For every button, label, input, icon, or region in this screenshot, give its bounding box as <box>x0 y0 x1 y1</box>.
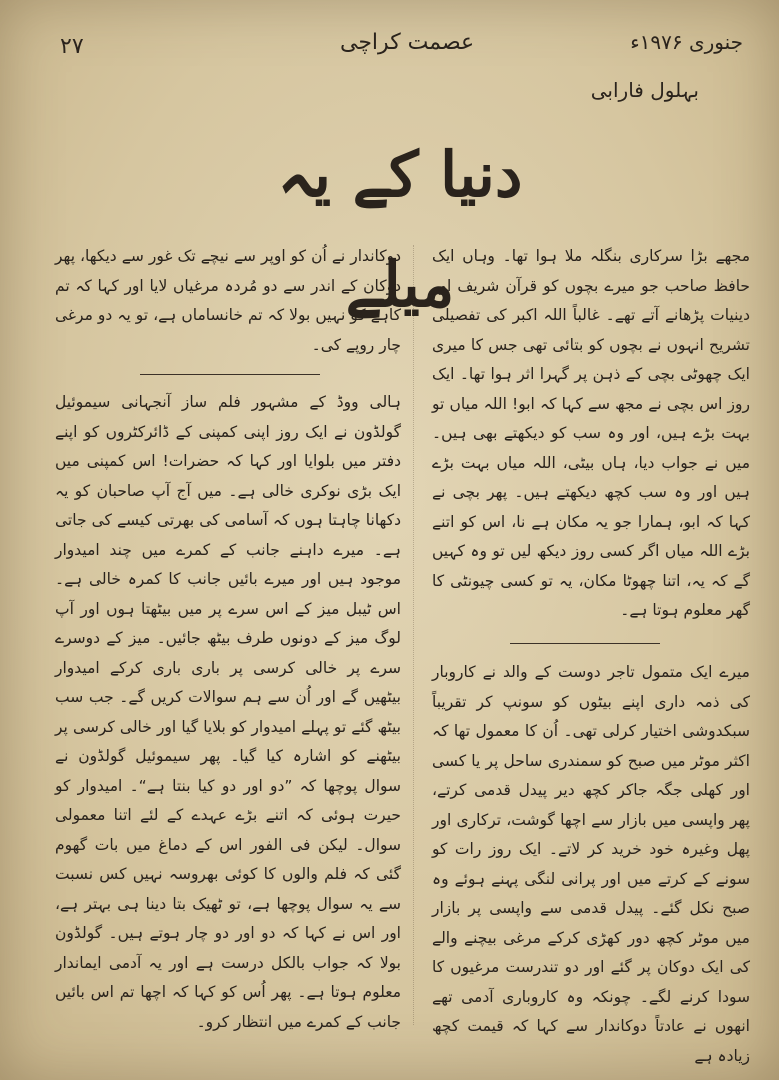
magazine-name: عصمت کراچی <box>340 30 475 55</box>
right-column-paragraph-1: مجھے بڑا سرکاری بنگلہ ملا ہوا تھا۔ وہاں ایک حافظ صاحب جو میرے بچوں کو قرآن شریف اور دینیات پڑھانے آتے تھے۔ غالباً اللہ اکبر کی تفصیلی تشریح انہوں نے بچوں کو بتائی تھی جس کا میری ایک چھوٹی بچی کے ذہن پر گہرا اثر ہوا تھا۔ ایک روز اس بچی نے مجھ سے کہا کہ ابو! اللہ میاں تو بہت بڑے ہیں، اور وہ سب کو دیکھتے بھی ہیں۔ میں نے جواب دیا، ہاں بیٹی، اللہ میاں بہت بڑے ہیں اور وہ سب کچھ دیکھتے ہیں۔ پھر بچی نے کہا کہ ابو، ہمارا جو یہ مکان ہے نا، اس کو اتنے بڑے اللہ میاں اگر کسی روز دیکھ لیں تو وہ کہیں گے کہ یہ، اتنا چھوٹا مکان، یہ تو کسی چیونٹی کا گھر معلوم ہوتا ہے۔ <box>432 247 750 619</box>
article-title: دنیا کے یہ میلے <box>277 138 523 321</box>
left-column-paragraph-2: ہالی ووڈ کے مشہور فلم ساز آنجہانی سیموئیل گولڈون نے ایک روز اپنی کمپنی کے ڈائرکٹروں کو اپنے دفتر میں بلوایا اور کہا کہ حضرات! اس کمپنی میں ایک بڑی نوکری خالی ہے۔ میں آج آپ صاحبان کو یہ دکھانا چاہتا ہوں کہ آسامی کی بھرتی کیسے کی جاتی ہے۔ میرے داہنے جانب کے کمرے میں چند امیدوار موجود ہیں اور میرے بائیں جانب کا کمرہ خالی ہے۔ اس ٹیبل میز کے اس سرے پر میں بیٹھتا ہوں اور آپ لوگ میز کے دونوں طرف بیٹھ جائیں۔ میز کے دوسرے سرے پر خالی کرسی پر باری باری کرکے امیدوار بیٹھیں گے اور اُن سے ہم سوالات کریں گے۔ جب سب بیٹھ گئے تو پہلے امیدوار کو بلایا گیا اور خالی کرسی پر بیٹھنے کو اشارہ کیا گیا۔ پھر سیموئیل گولڈون نے سوال پوچھا کہ ”دو اور دو کیا بنتا ہے“۔ امیدوار کو حیرت ہوئی کہ اتنے بڑے عہدے کے لئے اتنا معمولی سوال۔ لیکن فی الفور اس کے دماغ میں بات گھوم گئی کہ فلم والوں کا کوئی بھروسہ نہیں کس نسبت سے یہ سوال پوچھا ہے، تو ٹھیک بتا دینا ہی بہتر ہے، اور اس نے کہا کہ دو اور دو چار ہوتے ہیں۔ گولڈون بولا کہ جواب بالکل درست ہے اور یہ آدمی ایماندار معلوم ہوتا ہے۔ پھر اُس کو کہا کہ اچھا تم اس بائیں جانب کے کمرے میں انتظار کرو۔ <box>55 393 401 1031</box>
section-divider-right <box>510 643 660 644</box>
column-gutter <box>413 245 414 1025</box>
section-divider-left <box>140 374 320 375</box>
left-column-paragraph-1: دوکاندار نے اُن کو اوپر سے نیچے تک غور سے دیکھا، پھر دوکان کے اندر سے دو مُردہ مرغیاں لایا اور کہا کہ تم کاہے کو نہیں بولا کہ تم خانساماں ہے، تو یہ دو مرغی چار روپے کی۔ <box>55 247 401 354</box>
right-column-paragraph-2: میرے ایک متمول تاجر دوست کے والد نے کاروبار کی ذمہ داری اپنے بیٹوں کو سونپ کر تقریباً سبکدوشی اختیار کرلی تھی۔ اُن کا معمول تھا کہ اکثر موٹر میں صبح کو سمندری ساحل پر یا کسی اور کھلی جگہ جاکر کچھ دیر پیدل قدمی کرتے، پھر واپسی میں بازار سے اچھا گوشت، ترکاری اور پھل وغیرہ خود خرید کر لاتے۔ ایک روز رات کو سونے کے کرتے میں اور پرانی لنگی پہنے ہوئے وہ صبح نکل گئے۔ پیدل قدمی سے واپسی پر بازار میں موٹر کچھ دور کھڑی کرکے مرغی بیچنے والے کی ایک دوکان پر گئے اور دو تندرست مرغیوں کا سودا کرنے لگے۔ چونکہ وہ کاروباری آدمی تھے انھوں نے عادتاً دوکاندار سے کہا کہ قیمت کچھ زیادہ ہے <box>432 663 750 1065</box>
issue-date: جنوری ۱۹۷۶ء <box>630 30 743 54</box>
page-number: ۲۷ <box>60 34 84 59</box>
article-author: بہلول فارابی <box>590 78 699 102</box>
